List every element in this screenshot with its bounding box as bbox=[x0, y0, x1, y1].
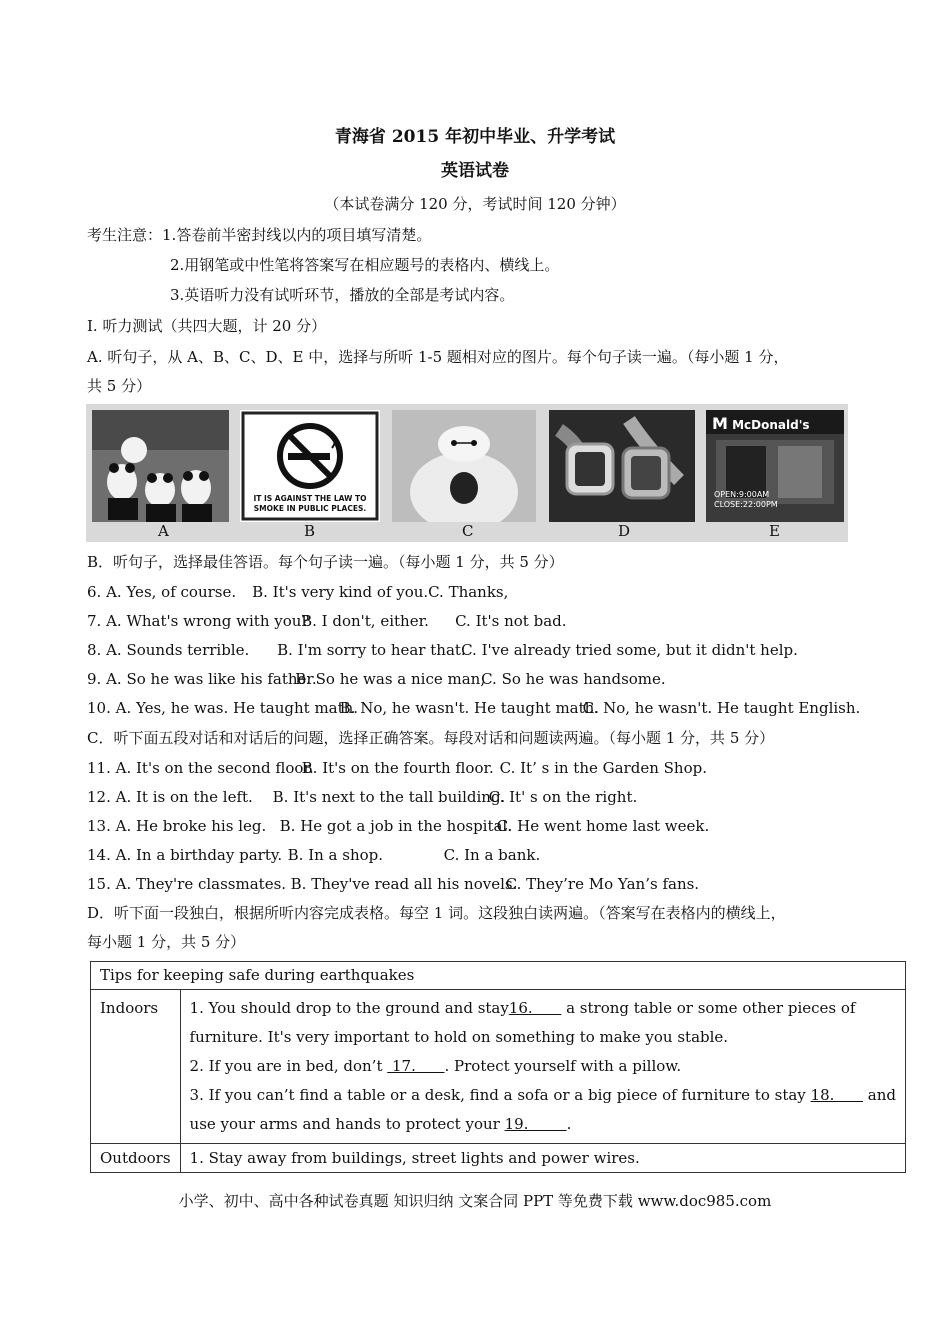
option-b: B. I'm sorry to hear that. bbox=[277, 641, 466, 659]
table-header: Tips for keeping safe during earthquakes bbox=[91, 962, 906, 990]
question-number: 10. bbox=[87, 699, 111, 717]
question-number: 8. bbox=[87, 641, 102, 659]
tip-line: furniture. It's very important to hold on something to make you stable. bbox=[189, 1028, 729, 1046]
question-row bbox=[87, 611, 567, 631]
option-c: C. Thanks, bbox=[428, 583, 509, 601]
question-number: 9. bbox=[87, 670, 102, 688]
store-hours: OPEN:9:00AM bbox=[714, 490, 770, 499]
smartwatches-icon bbox=[549, 410, 695, 522]
partD-instructions: D．听下面一段独白，根据所听内容完成表格。每空 1 词。这段独白读两遍。（答案写在表格内的横线上， bbox=[87, 904, 786, 922]
option-c: C. It's not bad. bbox=[455, 612, 567, 630]
notice-item: 3.英语听力没有试听环节，播放的全部是考试内容。 bbox=[170, 286, 515, 304]
option-c: C. No, he wasn't. He taught English. bbox=[582, 699, 861, 717]
page-footer: 小学、初中、高中各种试卷真题 知识归纳 文案合同 PPT 等免费下载 www.doc985.com bbox=[178, 1192, 772, 1210]
question-number: 7. bbox=[87, 612, 102, 630]
question-row bbox=[87, 582, 508, 602]
mcdonalds-sign: M McDonald's bbox=[712, 414, 810, 433]
option-c: C. They’re Mo Yan’s fans. bbox=[505, 875, 700, 893]
question-row bbox=[87, 640, 798, 660]
option-a: A. It is on the left. bbox=[115, 788, 253, 806]
option-a: A. What's wrong with you? bbox=[106, 612, 310, 630]
question-row bbox=[87, 874, 699, 894]
sign-caption: IT IS AGAINST THE LAW TO bbox=[253, 494, 367, 503]
option-c: C. He went home last week. bbox=[496, 817, 710, 835]
question-number: 12. bbox=[87, 788, 111, 806]
question-number: 14. bbox=[87, 846, 111, 864]
notice-item: 1.答卷前半密封线以内的项目填写清楚。 bbox=[162, 226, 432, 244]
question-row bbox=[87, 845, 540, 865]
option-c: C. It’ s in the Garden Shop. bbox=[499, 759, 707, 777]
option-a: A. In a birthday party. bbox=[115, 846, 283, 864]
option-b: B. He got a job in the hospital. bbox=[279, 817, 513, 835]
exam-note: （本试卷满分 120 分，考试时间 120 分钟） bbox=[324, 195, 626, 213]
option-b: B. So he was a nice man, bbox=[295, 670, 486, 688]
option-c: C. So he was handsome. bbox=[481, 670, 666, 688]
answer-blank-18[interactable]: 18. bbox=[810, 1086, 864, 1104]
picture-label: A bbox=[158, 522, 169, 540]
option-b: B. They've read all his novels. bbox=[290, 875, 518, 893]
question-row bbox=[87, 816, 709, 836]
store-hours: CLOSE:22:00PM bbox=[714, 500, 778, 509]
option-c: C. In a bank. bbox=[443, 846, 541, 864]
option-b: B. I don't, either. bbox=[301, 612, 429, 630]
notice-item: 2.用钢笔或中性笔将答案写在相应题号的表格内、横线上。 bbox=[170, 256, 560, 274]
picture-label: E bbox=[769, 522, 780, 540]
answer-blank-17[interactable]: 17. bbox=[387, 1057, 445, 1075]
partB-instructions: B．听句子，选择最佳答语。每个句子读一遍。（每小题 1 分，共 5 分） bbox=[87, 553, 564, 571]
notice-label: 考生注意： bbox=[87, 226, 163, 244]
option-a: A. He broke his leg. bbox=[115, 817, 267, 835]
pandas-photo-icon bbox=[92, 410, 229, 522]
tip-line: 1. You should drop to the ground and stay16. a strong table or some other pieces of bbox=[189, 999, 856, 1017]
option-a: A. Yes, of course. bbox=[106, 583, 237, 601]
question-number: 13. bbox=[87, 817, 111, 835]
option-a: A. They're classmates. bbox=[115, 875, 287, 893]
indoors-cell bbox=[180, 990, 905, 1144]
answer-blank-19[interactable]: 19. bbox=[504, 1115, 567, 1133]
baymax-figure-icon bbox=[392, 410, 536, 522]
option-b: B. It's very kind of you. bbox=[252, 583, 429, 601]
outdoors-cell: 1. Stay away from buildings, street lights and power wires. bbox=[180, 1144, 905, 1173]
outdoors-label: Outdoors bbox=[91, 1144, 181, 1173]
exam-title: 青海省 2015 年初中毕业、升学考试 bbox=[334, 127, 616, 147]
option-a: A. Yes, he was. He taught math. bbox=[115, 699, 359, 717]
option-b: B. In a shop. bbox=[287, 846, 384, 864]
option-b: B. It's next to the tall building. bbox=[272, 788, 506, 806]
partA-instructions: A. 听句子，从 A、B、C、D、E 中，选择与所听 1-5 题相对应的图片。每个句子读一遍。（每小题 1 分， bbox=[87, 348, 789, 366]
exam-subtitle: 英语试卷 bbox=[441, 161, 509, 181]
option-a: A. So he was like his father. bbox=[106, 670, 317, 688]
option-a: A. Sounds terrible. bbox=[106, 641, 250, 659]
partD-instructions-cont: 每小题 1 分，共 5 分） bbox=[87, 933, 246, 951]
sign-caption: SMOKE IN PUBLIC PLACES. bbox=[253, 504, 367, 513]
tip-line: 2. If you are in bed, don’t 17. . Protect yourself with a pillow. bbox=[189, 1057, 682, 1075]
answer-blank-16[interactable]: 16. bbox=[508, 999, 562, 1017]
partA-instructions-cont: 共 5 分） bbox=[87, 377, 152, 395]
option-c: C. It' s on the right. bbox=[488, 788, 638, 806]
partC-instructions: C．听下面五段对话和对话后的问题，选择正确答案。每段对话和问题读两遍。（每小题 1 分，共 5 分） bbox=[87, 729, 775, 747]
question-number: 11. bbox=[87, 759, 111, 777]
question-row bbox=[87, 787, 637, 807]
question-row bbox=[87, 698, 860, 718]
option-a: A. It's on the second floor. bbox=[115, 759, 314, 777]
question-number: 15. bbox=[87, 875, 111, 893]
tips-table bbox=[90, 961, 906, 1173]
question-row bbox=[87, 758, 707, 778]
option-b: B. It's on the fourth floor. bbox=[301, 759, 494, 777]
no-smoking-sign-icon bbox=[240, 410, 380, 522]
picture-label: D bbox=[618, 522, 631, 540]
picture-label: C bbox=[462, 522, 474, 540]
option-c: C. I've already tried some, but it didn't help. bbox=[461, 641, 798, 659]
indoors-label: Indoors bbox=[91, 990, 181, 1144]
picture-label: B bbox=[304, 522, 316, 540]
section-title: Ⅰ. 听力测试（共四大题，计 20 分） bbox=[87, 317, 327, 335]
question-row bbox=[87, 669, 666, 689]
mcdonalds-storefront-icon bbox=[706, 410, 844, 522]
question-number: 6. bbox=[87, 583, 102, 601]
notice-line-1 bbox=[87, 225, 431, 245]
tip-line: 3. If you can’t find a table or a desk, find a sofa or a big piece of furniture to stay 18. and bbox=[189, 1086, 896, 1104]
picture-strip bbox=[86, 404, 848, 542]
tip-line: use your arms and hands to protect your 19. . bbox=[189, 1115, 572, 1133]
option-b: B. No, he wasn't. He taught math. bbox=[339, 699, 600, 717]
